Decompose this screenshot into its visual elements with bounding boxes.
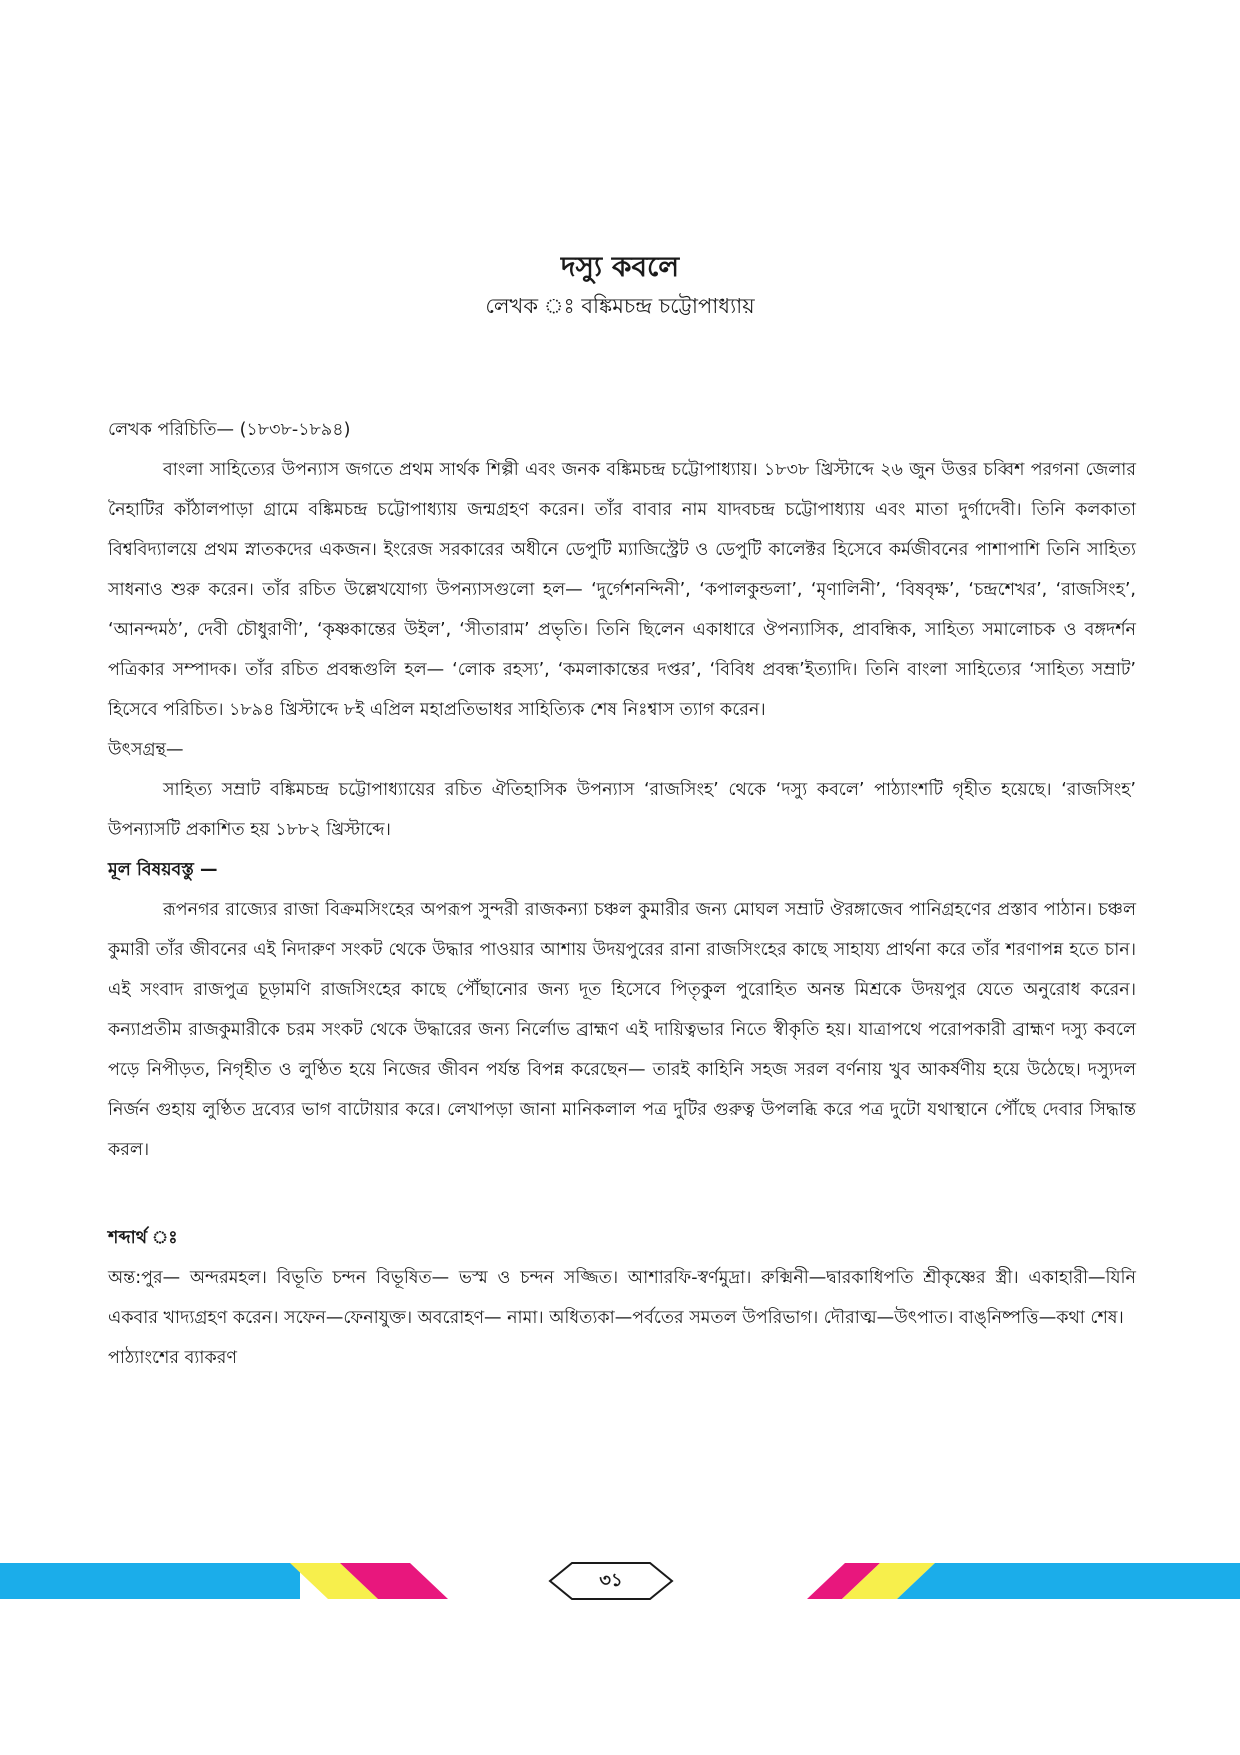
grammar-heading: পাঠ্যাংশের ব্যাকরণ bbox=[108, 1348, 237, 1368]
footer-cyan-left bbox=[0, 1563, 300, 1599]
author-line: লেখক ঃ বঙ্কিমচন্দ্র চট্টোপাধ্যায় bbox=[485, 294, 755, 318]
footer-cyan-right bbox=[897, 1563, 1240, 1599]
author-intro-paragraph: বাংলা সাহিত্যের উপন্যাস জগতে প্রথম সার্থক শিল্পী এবং জনক বঙ্কিমচন্দ্র চট্টোপাধ্যায়। ১৮৩৮ খ্রিস্টাব্দে ২৬ জুন উত্তর চব্বিশ পরগনা জেলার নৈহাটির কাঁঠালপাড়া গ্রামে বঙ্কিমচন্দ্র চট্টোপাধ্যায় জন্মগ্রহণ করেন। তাঁর বাবার নাম যাদবচন্দ্র চট্টোপাধ্যায় এবং মাতা দুর্গাদেবী। তিনি কলকাতা বিশ্ববিদ্যালয়ে প্রথম স্নাতকদের একজন। ইংরেজ সরকারের অধীনে ডেপুটি ম্যাজিস্ট্রেট ও ডেপুটি কালেক্টর হিসেবে কর্মজীবনের পাশাপাশি তিনি সাহিত্য সাধনাও শুরু করেন। তাঁর রচিত উল্লেখযোগ্য উপন্যাসগুলো হল— ‘দুর্গেশনন্দিনী’, ‘কপালকুন্ডলা’, ‘মৃণালিনী’, ‘বিষবৃক্ষ’, ‘চন্দ্রশেখর’, ‘রাজসিংহ’, ‘আনন্দমঠ’, দেবী চৌধুরাণী’, ‘কৃষ্ণকান্তের উইল’, ‘সীতারাম’ প্রভৃতি। তিনি ছিলেন একাধারে ঔপন্যাসিক, প্রাবন্ধিক, সাহিত্য সমালোচক ও বঙ্গদর্শন পত্রিকার সম্পাদক। তাঁর রচিত প্রবন্ধগুলি হল— ‘লোক রহস্য’, ‘কমলাকান্তের দপ্তর’, ‘বিবিধ প্রবন্ধ’ইত্যাদি। তিনি বাংলা সাহিত্যের ‘সাহিত্য সম্রাট’ হিসেবে পরিচিত। ১৮৯৪ খ্রিস্টাব্দে ৮ই এপ্রিল মহাপ্রতিভাধর সাহিত্যিক শেষ নিঃশ্বাস ত্যাগ করেন। bbox=[108, 460, 1136, 720]
source-heading: উৎসগ্রন্থ— bbox=[108, 740, 184, 760]
page-number: ৩১ bbox=[599, 1570, 623, 1591]
summary-paragraph: রূপনগর রাজ্যের রাজা বিক্রমসিংহের অপরূপ সুন্দরী রাজকন্যা চঞ্চল কুমারীর জন্য মোঘল সম্রাট ঔরঙ্গাজেব পানিগ্রহণের প্রস্তাব পাঠান। চঞ্চল কুমারী তাঁর জীবনের এই নিদারুণ সংকট থেকে উদ্ধার পাওয়ার আশায় উদয়পুরের রানা রাজসিংহের কাছে সাহায্য প্রার্থনা করে তাঁর শরণাপন্ন হতে চান। এই সংবাদ রাজপুত্র চূড়ামণি রাজসিংহের কাছে পৌঁছানোর জন্য দূত হিসেবে পিতৃকুল পুরোহিত অনন্ত মিশ্রকে উদয়পুর যেতে অনুরোধ করেন। কন্যাপ্রতীম রাজকুমারীকে চরম সংকট থেকে উদ্ধারের জন্য নির্লোভ ব্রাহ্মণ এই দায়িত্বভার নিতে স্বীকৃতি হয়। যাত্রাপথে পরোপকারী ব্রাহ্মণ দস্যু কবলে পড়ে নিপীড়ত, নিগৃহীত ও লুণ্ঠিত হয়ে নিজের জীবন পর্যন্ত বিপন্ন করেছেন— তারই কাহিনি সহজ সরল বর্ণনায় খুব আকর্ষণীয় হয়ে উঠেছে। দস্যুদল নির্জন গুহায় লুণ্ঠিত দ্রব্যের ভাগ বাটোয়ার করে। লেখাপড়া জানা মানিকলাল পত্র দুটির গুরুত্ব উপলব্ধি করে পত্র দুটো যথাস্থানে পৌঁছে দেবার সিদ্ধান্ত করল। bbox=[108, 900, 1136, 1160]
page-content bbox=[108, 410, 1136, 1378]
glossary-heading: শব্দার্থ ঃ bbox=[108, 1228, 178, 1248]
source-paragraph: সাহিত্য সম্রাট বঙ্কিমচন্দ্র চট্টোপাধ্যায়ের রচিত ঐতিহাসিক উপন্যাস ‘রাজসিংহ’ থেকে ‘দস্যু কবলে’ পাঠ্যাংশটি গৃহীত হয়েছে। ‘রাজসিংহ’ উপন্যাসটি প্রকাশিত হয় ১৮৮২ খ্রিস্টাব্দে। bbox=[108, 780, 1136, 840]
author-intro-heading: লেখক পরিচিতি— (১৮৩৮-১৮৯৪) bbox=[108, 420, 351, 440]
summary-heading: মূল বিষয়বস্তু — bbox=[108, 860, 218, 880]
glossary-paragraph: অন্ত:পুর— অন্দরমহল। বিভূতি চন্দন বিভূষিত— ভস্ম ও চন্দন সজ্জিত। আশারফি-স্বর্ণমুদ্রা। রুক্মিনী—দ্বারকাধিপতি শ্রীকৃষ্ণের স্ত্রী। একাহারী—যিনি একবার খাদ্যগ্রহণ করেন। সফেন—ফেনাযুক্ত। অবরোহণ— নামা। অধিত্যকা—পর্বতের সমতল উপরিভাগ। দৌরাত্ম—উৎপাত। বাঙ্‌নিষ্পত্তি—কথা শেষ। bbox=[108, 1268, 1136, 1328]
chapter-title: দস্যু কবলে bbox=[560, 250, 680, 283]
section-gap bbox=[108, 1170, 1136, 1218]
